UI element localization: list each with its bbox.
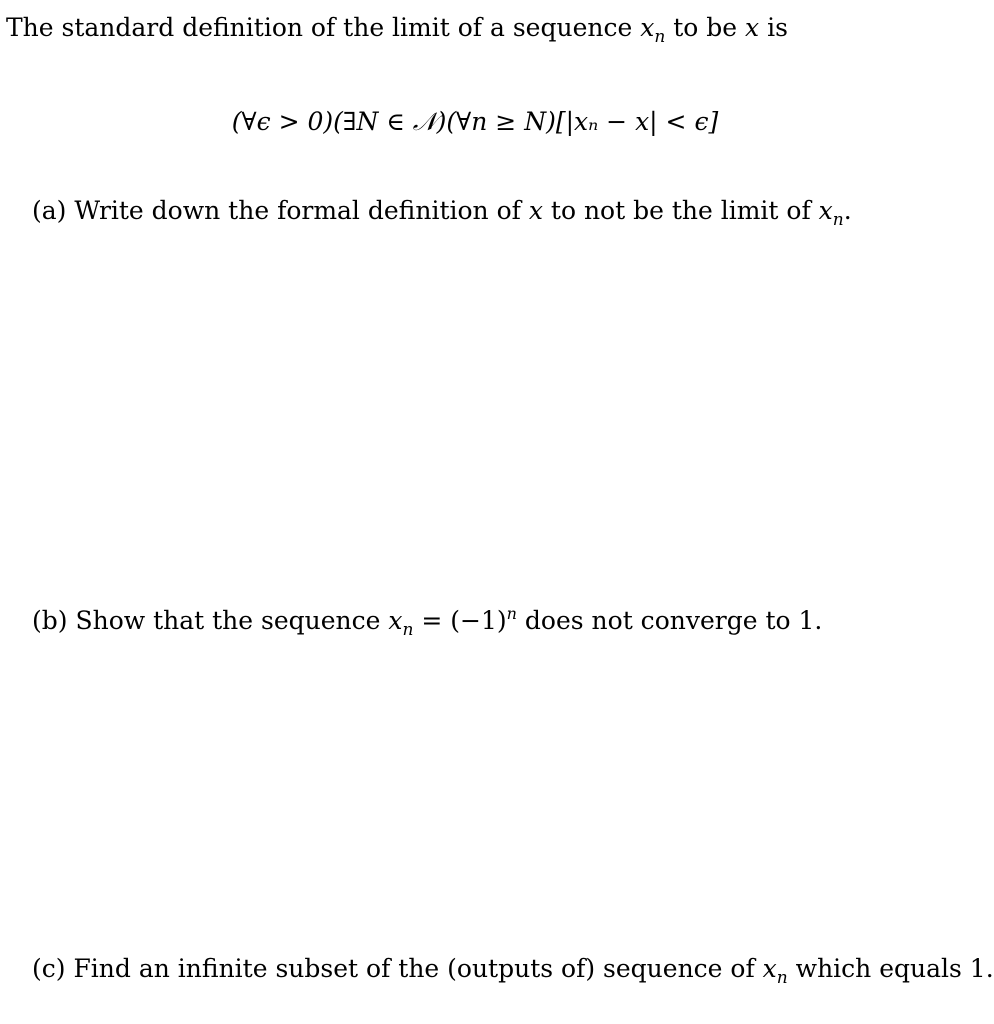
part-a-var-x: x — [528, 196, 543, 225]
part-b-equation: = (−1) — [413, 606, 507, 635]
part-c-subscript-n: n — [776, 968, 788, 988]
part-c-var-x: x — [762, 954, 777, 983]
part-c-text-before: Find an infinite subset of the (outputs of) sequence of — [65, 954, 763, 983]
part-a-text-before: Write down the formal definition of — [66, 196, 529, 225]
intro-text-before: The standard definition of the limit of a sequence — [6, 13, 641, 42]
part-a-subscript-n: n — [832, 210, 844, 230]
question-part-c — [32, 953, 994, 994]
part-b-text-after: does not converge to 1. — [516, 606, 823, 635]
part-b-text-before: Show that the sequence — [67, 606, 389, 635]
part-a-label: (a) — [32, 196, 67, 225]
intro-var-x: x — [640, 13, 655, 42]
limit-definition-formula — [0, 106, 940, 138]
intro-paragraph — [6, 12, 940, 53]
part-c-text-after: which equals 1. — [787, 954, 994, 983]
part-c-label: (c) — [32, 954, 66, 983]
intro-var-x2: x — [745, 13, 760, 42]
part-b-label: (b) — [32, 606, 68, 635]
part-b-superscript-n: n — [506, 604, 517, 623]
intro-subscript-n: n — [654, 27, 666, 47]
part-b-var-x: x — [388, 606, 403, 635]
part-b-subscript-n: n — [402, 620, 414, 640]
intro-text-after: is — [759, 13, 788, 42]
question-part-a — [32, 195, 940, 236]
part-a-var-x2: x — [818, 196, 833, 225]
question-part-b — [32, 598, 940, 646]
formula-text: (∀ϵ > 0)(∃N ∈ 𝒩)(∀n ≥ N)[|xₙ − x| < ϵ] — [231, 107, 719, 136]
part-a-text-middle: to not be the limit of — [542, 196, 819, 225]
part-a-text-after: . — [843, 196, 852, 225]
intro-text-middle: to be — [665, 13, 746, 42]
